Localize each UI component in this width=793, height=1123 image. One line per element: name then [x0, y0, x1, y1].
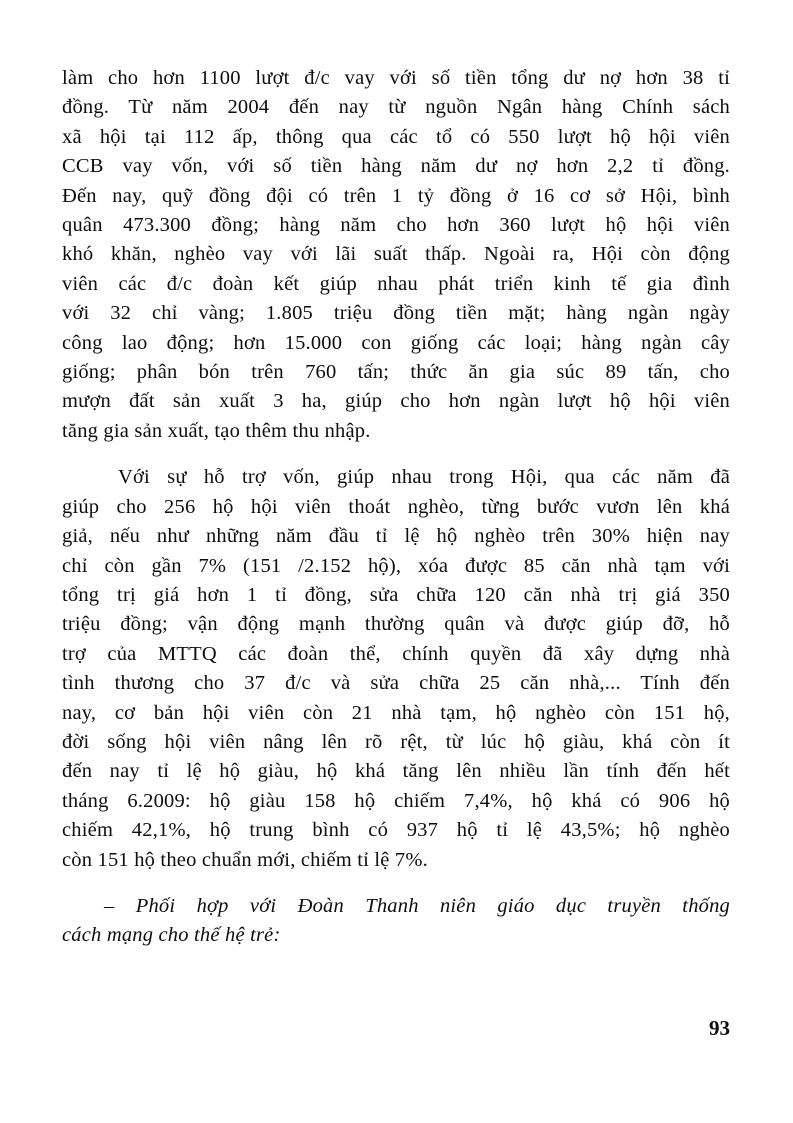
text-line: CCB vay vốn, với số tiền hàng năm dư nợ hơn 2,2 tỉ đồng. [62, 155, 730, 178]
text-line: đồng. Từ năm 2004 đến nay từ nguồn Ngân hàng Chính sách [62, 96, 730, 119]
text-line: đời sống hội viên nâng lên rõ rệt, từ lúc hộ giàu, khá còn ít [62, 730, 730, 753]
text-line: viên các đ/c đoàn kết giúp nhau phát triển kinh tế gia đình [62, 272, 730, 295]
text-line: khó khăn, nghèo vay với lãi suất thấp. Ngoài ra, Hội còn động [62, 243, 730, 266]
text-line: tình thương cho 37 đ/c và sửa chữa 25 căn nhà,... Tính đến [62, 672, 730, 695]
text-line: công lao động; hơn 15.000 con giống các loại; hàng ngàn cây [62, 331, 730, 354]
text-line: xã hội tại 112 ấp, thông qua các tổ có 550 lượt hộ hội viên [62, 125, 730, 148]
text-line: giả, nếu như những năm đầu tỉ lệ hộ nghèo trên 30% hiện nay [62, 525, 730, 548]
text-line: quân 473.300 đồng; hàng năm cho hơn 360 lượt hộ hội viên [62, 214, 730, 237]
text-line: Đến nay, quỹ đồng đội có trên 1 tỷ đồng ở 16 cơ sở Hội, bình [62, 184, 730, 207]
text-line: trợ của MTTQ các đoàn thể, chính quyền đã xây dựng nhà [62, 642, 730, 665]
text-block [62, 64, 730, 968]
text-line: còn 151 hộ theo chuẩn mới, chiếm tỉ lệ 7%. [62, 848, 428, 871]
text-line: chỉ còn gần 7% (151 /2.152 hộ), xóa được 85 căn nhà tạm với [62, 554, 730, 577]
text-line: tăng gia sản xuất, tạo thêm thu nhập. [62, 419, 371, 442]
paragraph-1 [62, 64, 730, 446]
page-number: 93 [709, 1016, 730, 1040]
text-line: chiếm 42,1%, hộ trung bình có 937 hộ tỉ lệ 43,5%; hộ nghèo [62, 819, 730, 842]
text-line: mượn đất sản xuất 3 ha, giúp cho hơn ngàn lượt hộ hội viên [62, 390, 730, 413]
paragraph-2 [62, 463, 730, 875]
text-line: tổng trị giá hơn 1 tỉ đồng, sửa chữa 120 căn nhà trị giá 350 [62, 583, 730, 606]
text-line: giúp cho 256 hộ hội viên thoát nghèo, từng bước vươn lên khá [62, 495, 730, 518]
paragraph-3 [62, 892, 730, 951]
text-line: làm cho hơn 1100 lượt đ/c vay với số tiền tổng dư nợ hơn 38 tỉ [62, 67, 730, 89]
text-line: đến nay tỉ lệ hộ giàu, hộ khá tăng lên nhiều lần tính đến hết [62, 760, 730, 783]
text-line: tháng 6.2009: hộ giàu 158 hộ chiếm 7,4%, hộ khá có 906 hộ [62, 789, 730, 812]
text-line: cách mạng cho thế hệ trẻ: [62, 924, 281, 947]
text-line: nay, cơ bản hội viên còn 21 nhà tạm, hộ nghèo còn 151 hộ, [62, 701, 730, 724]
text-line: Với sự hỗ trợ vốn, giúp nhau trong Hội, qua các năm đã [118, 466, 730, 489]
text-line: với 32 chỉ vàng; 1.805 triệu đồng tiền mặt; hàng ngàn ngày [62, 302, 730, 325]
text-line: – Phối hợp với Đoàn Thanh niên giáo dục truyền thống [104, 894, 730, 917]
text-line: triệu đồng; vận động mạnh thường quân và được giúp đỡ, hỗ [62, 613, 730, 636]
text-line: giống; phân bón trên 760 tấn; thức ăn gia súc 89 tấn, cho [62, 361, 730, 384]
